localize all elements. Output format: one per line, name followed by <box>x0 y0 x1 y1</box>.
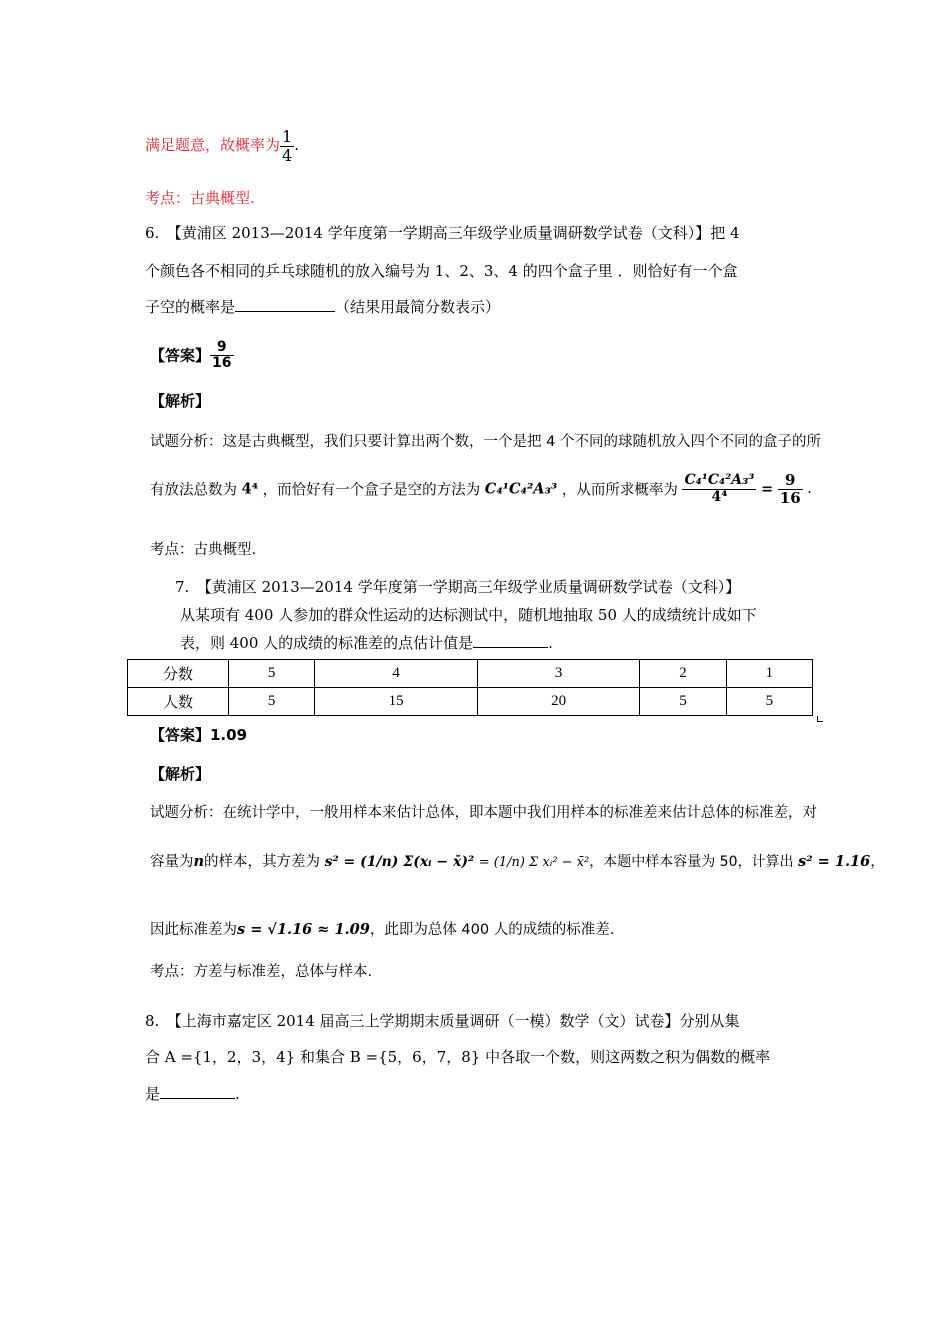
q7-analysis-line3 <box>150 918 614 939</box>
table-cell: 20 <box>477 688 640 716</box>
q7-analysis-line2-d: ， <box>870 854 885 870</box>
table-cell: 15 <box>315 688 478 716</box>
q7-analysis-line2-a: 容量为 <box>150 854 194 870</box>
table-cell: 5 <box>726 688 812 716</box>
q7-analysis-line3-a: 因此标准差为 <box>150 922 237 938</box>
q6-line2: 个颜色各不相同的乒乓球随机的放入编号为 1、2、3、4 的四个盒子里 ．则恰好有一个盒 <box>145 262 738 280</box>
table-row <box>128 688 813 716</box>
table-cell: 1 <box>726 660 812 688</box>
table-cell: 人数 <box>128 688 229 716</box>
table-cell: 4 <box>315 660 478 688</box>
prev-fraction <box>280 128 294 164</box>
score-table <box>127 659 813 716</box>
q6-prob-result <box>778 472 803 506</box>
q6-prob-result-num: 9 <box>778 472 803 490</box>
q6-line3-a: 子空的概率是 <box>145 298 236 316</box>
q6-end-period: . <box>807 481 812 497</box>
q6-kaodian: 考点：古典概型. <box>150 542 257 558</box>
q7-analysis-line3-b: ，此即为总体 400 人的成绩的标准差. <box>369 922 615 938</box>
table-cell: 2 <box>640 660 726 688</box>
q6-answer-blank <box>235 310 335 312</box>
table-end-mark <box>817 716 823 722</box>
q6-total-expr: 4⁴ <box>241 480 259 498</box>
q7-line3-text: 表，则 400 人的成绩的标准差的点估计值是 <box>180 634 474 652</box>
q8-line3-b: . <box>235 1085 240 1103</box>
q6-prob-num: C₄¹C₄²A₃³ <box>684 472 755 489</box>
q6-prob-result-den: 16 <box>779 488 801 507</box>
q7-variance-formula-1: s² = (1/n) Σ(xᵢ − x̄)² <box>324 854 475 870</box>
q6-answer-fraction <box>210 340 233 372</box>
prev-conclusion <box>145 128 299 164</box>
q7-analysis-line2-b: 的样本，其方差为 <box>204 854 321 870</box>
table-cell: 3 <box>477 660 640 688</box>
q7-analysis-line2-c: ，本题中样本容量为 50，计算出 <box>589 854 794 870</box>
q8-answer-blank <box>160 1097 235 1099</box>
q6-line1: 6. 【黄浦区 2013—2014 学年度第一学期高三年级学业质量调研数学试卷（文科）】把 4 <box>145 224 740 242</box>
q7-kaodian: 考点：方差与标准差，总体与样本. <box>150 964 373 980</box>
table-cell: 5 <box>229 688 315 716</box>
table-cell: 分数 <box>128 660 229 688</box>
q6-line3 <box>145 296 500 317</box>
q7-line2: 从某项有 400 人参加的群众性运动的达标测试中，随机地抽取 50 人的成绩统计成如下 <box>180 606 757 624</box>
q6-answer-num: 9 <box>210 340 233 356</box>
q7-variance-formula-2: = (1/n) Σ xᵢ² − x̄² <box>478 855 590 870</box>
q6-method-expr: C₄¹C₄²A₃³ <box>484 480 558 498</box>
q7-analysis-line1: 试题分析：在统计学中，一般用样本来估计总体，即本题中我们用样本的标准差来估计总体的标准差，对 <box>150 805 817 821</box>
prev-conclusion-text: 满足题意，故概率为 <box>145 136 281 155</box>
q7-answer-blank <box>473 646 548 648</box>
q6-analysis-line2-a: 有放法总数为 <box>150 482 237 499</box>
table-row <box>128 660 813 688</box>
q8-line2: 合 A ={1，2，3，4} 和集合 B ={5，6，7，8} 中各取一个数，则这两数之积为偶数的概率 <box>145 1048 771 1066</box>
q8-line3-a: 是 <box>145 1085 161 1103</box>
q8-line3 <box>145 1083 240 1104</box>
q6-analysis-line2-b: ，而恰好有一个盒子是空的方法为 <box>262 482 481 499</box>
prev-kaodian: 考点：古典概型. <box>145 189 255 207</box>
q6-prob-den: 4⁴ <box>711 488 728 505</box>
q6-prob-fraction <box>682 473 756 505</box>
q7-line1: 7. 【黄浦区 2013—2014 学年度第一学期高三年级学业质量调研数学试卷（文科）】 <box>175 578 741 596</box>
prev-period: . <box>294 136 299 155</box>
q8-line1: 8. 【上海市嘉定区 2014 届高三上学期期末质量调研（一模）数学（文）试卷】分别从集 <box>145 1012 740 1030</box>
q7-answer: 【答案】1.09 <box>150 726 248 744</box>
q7-n-var: n <box>193 853 205 870</box>
table-cell: 5 <box>229 660 315 688</box>
q7-s2-value: s² = 1.16 <box>798 853 871 870</box>
q6-prob-eq: = <box>761 480 774 498</box>
table-cell: 5 <box>640 688 726 716</box>
q6-answer-label: 【答案】 <box>150 346 211 365</box>
q7-line3 <box>180 632 553 653</box>
q6-analysis-line1: 试题分析：这是古典概型，我们只要计算出两个数，一个是把 4 个不同的球随机放入四个不同的盒子的所 <box>150 434 821 450</box>
prev-fraction-num: 1 <box>282 127 293 146</box>
q6-analysis-line2 <box>150 472 812 506</box>
q7-analysis-line2 <box>150 850 885 871</box>
q7-sd-expr: s = √1.16 ≈ 1.09 <box>237 921 370 938</box>
prev-fraction-den: 4 <box>282 145 293 165</box>
q6-line3-b: （结果用最简分数表示） <box>335 298 501 316</box>
q6-analysis-line2-c: ，从而所求概率为 <box>561 482 678 499</box>
q6-analysis-label: 【解析】 <box>150 392 211 410</box>
q6-answer <box>150 340 234 372</box>
q6-answer-den: 16 <box>212 355 232 372</box>
q7-line3-end: . <box>548 634 553 652</box>
q7-analysis-label: 【解析】 <box>150 765 211 783</box>
